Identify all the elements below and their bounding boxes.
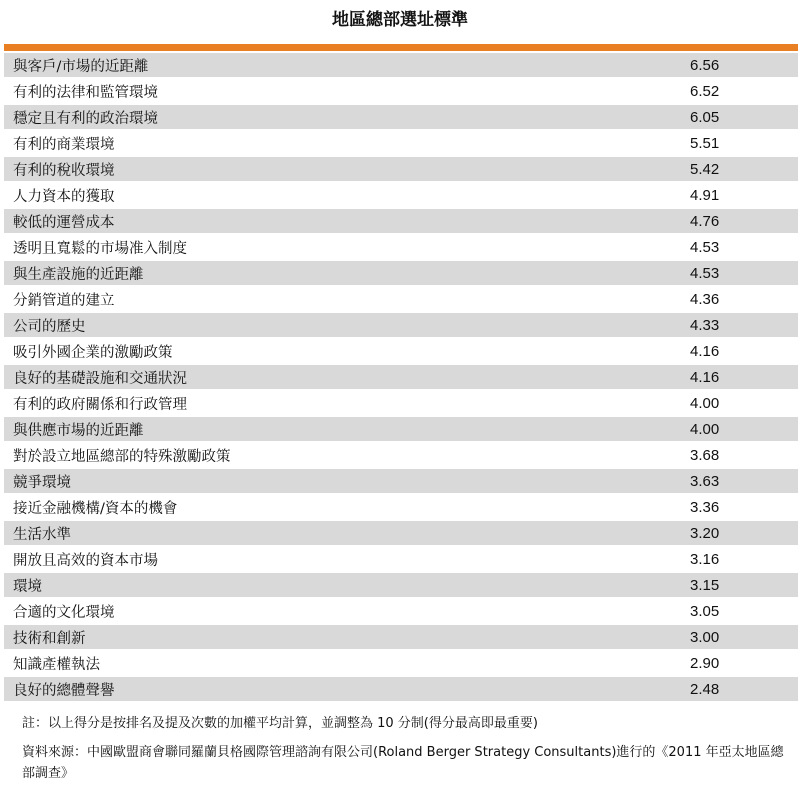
criterion-label: 環境 [13,578,42,595]
criterion-label: 競爭環境 [13,474,71,491]
table-row [4,443,798,467]
notes-section [22,713,792,784]
table-row [4,625,798,649]
table-row [4,235,798,259]
criterion-score: 4.53 [690,238,720,256]
criterion-score: 3.63 [690,472,720,490]
criterion-score: 2.90 [690,654,720,672]
criteria-table [4,53,798,703]
table-row [4,131,798,155]
criterion-label: 與客戶/市場的近距離 [13,58,149,75]
criterion-label: 開放且高效的資本市場 [13,552,158,569]
criterion-score: 3.20 [690,524,720,542]
criterion-score: 4.00 [690,420,720,438]
criterion-score: 3.16 [690,550,720,568]
criterion-label: 吸引外國企業的激勵政策 [13,344,173,361]
table-row [4,521,798,545]
criterion-score: 5.42 [690,160,720,178]
criterion-score: 4.00 [690,394,720,412]
table-row [4,599,798,623]
criterion-score: 4.36 [690,290,720,308]
criterion-score: 3.68 [690,446,720,464]
criterion-score: 6.56 [690,56,720,74]
criterion-score: 3.00 [690,628,720,646]
table-row [4,313,798,337]
criterion-label: 分銷管道的建立 [13,292,115,309]
criterion-score: 3.36 [690,498,720,516]
criterion-score: 4.16 [690,368,720,386]
criterion-score: 4.76 [690,212,720,230]
criterion-label: 有利的稅收環境 [13,162,115,179]
table-row [4,391,798,415]
criterion-label: 良好的基礎設施和交通狀況 [13,370,187,387]
criterion-label: 對於設立地區總部的特殊激勵政策 [13,448,231,465]
table-row [4,547,798,571]
criterion-score: 3.15 [690,576,720,594]
table-row [4,417,798,441]
table-row [4,339,798,363]
table-row [4,651,798,675]
criterion-score: 4.53 [690,264,720,282]
table-row [4,157,798,181]
criterion-label: 人力資本的獲取 [13,188,115,205]
table-row [4,469,798,493]
criterion-score: 6.52 [690,82,720,100]
criterion-label: 技術和創新 [13,630,86,647]
footnote: 註：以上得分是按排名及提及次數的加權平均計算，並調整為 10 分制(得分最高即最重要) [22,716,538,731]
criterion-label: 較低的運營成本 [13,214,115,231]
criterion-score: 5.51 [690,134,720,152]
criterion-label: 與生產設施的近距離 [13,266,144,283]
criterion-score: 4.33 [690,316,720,334]
table-row [4,365,798,389]
table-row [4,79,798,103]
criterion-score: 4.91 [690,186,720,204]
criterion-label: 透明且寬鬆的市場准入制度 [13,240,187,257]
criterion-label: 接近金融機構/資本的機會 [13,500,178,517]
criterion-label: 與供應市場的近距離 [13,422,144,439]
criterion-score: 4.16 [690,342,720,360]
table-row [4,677,798,701]
table-row [4,53,798,77]
accent-bar [4,44,798,51]
criterion-label: 合適的文化環境 [13,604,115,621]
criterion-score: 2.48 [690,680,720,698]
table-row [4,573,798,597]
criterion-score: 3.05 [690,602,720,620]
criterion-label: 穩定且有利的政治環境 [13,110,158,127]
criterion-score: 6.05 [690,108,720,126]
criterion-label: 有利的政府關係和行政管理 [13,396,187,413]
table-row [4,209,798,233]
criterion-label: 知識產權執法 [13,656,100,673]
criterion-label: 生活水準 [13,526,71,543]
table-row [4,261,798,285]
criterion-label: 有利的法律和監管環境 [13,84,158,101]
table-row [4,105,798,129]
page-title: 地區總部選址標準 [332,10,468,30]
table-row [4,495,798,519]
table-row [4,183,798,207]
table-row [4,287,798,311]
source-note: 資料來源：中國歐盟商會聯同羅蘭貝格國際管理諮詢有限公司(Roland Berger Strategy Consultants)進行的《2011 年亞太地區總部調查》 [22,745,784,781]
criterion-label: 公司的歷史 [13,318,86,335]
criterion-label: 有利的商業環境 [13,136,115,153]
criterion-label: 良好的總體聲譽 [13,682,115,699]
